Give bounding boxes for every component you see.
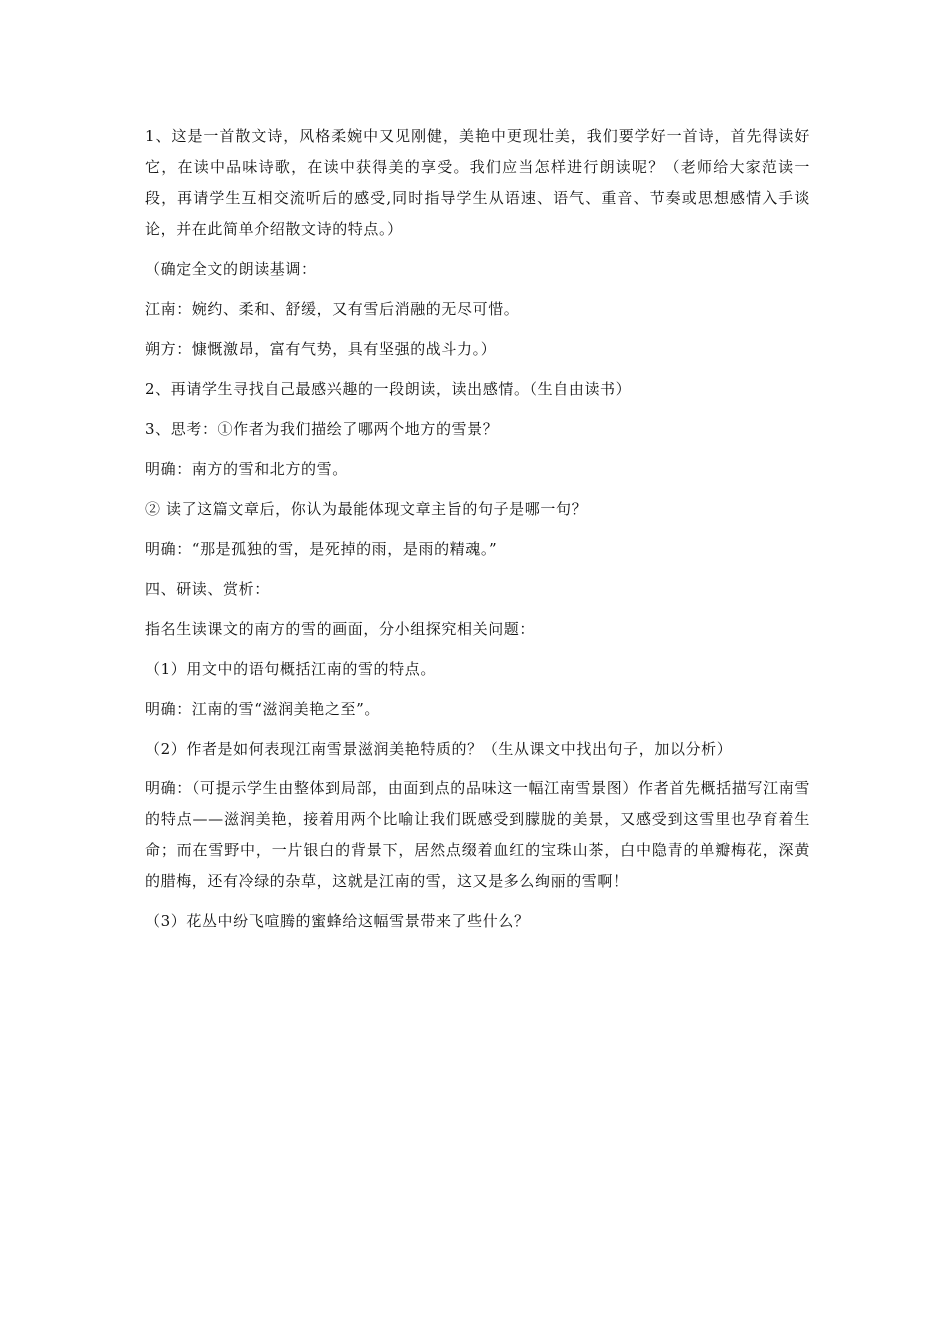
paragraph-answer-q1: 明确：江南的雪“滋润美艳之至”。	[145, 700, 380, 718]
paragraph-step-2: 2、再请学生寻找自己最感兴趣的一段朗读，读出感情。（生自由读书）	[145, 380, 632, 398]
paragraph-question-q1: （1）用文中的语句概括江南的雪的特点。	[145, 660, 436, 678]
paragraph-group-task: 指名生读课文的南方的雪的画面，分小组探究相关问题：	[145, 620, 536, 638]
paragraph-answer-2: 明确：“那是孤独的雪，是死掉的雨，是雨的精魂。”	[145, 540, 498, 558]
paragraph-shuofang-tone: 朔方：慷慨激昂，富有气势，具有坚强的战斗力。）	[145, 340, 497, 358]
section-heading-analysis: 四、研读、赏析：	[145, 580, 270, 598]
paragraph-tone-heading: （确定全文的朗读基调：	[145, 260, 317, 278]
paragraph-question-q2: （2）作者是如何表现江南雪景滋润美艳特质的？（生从课文中找出句子，加以分析）	[145, 740, 733, 758]
document-body	[145, 121, 810, 936]
paragraph-question-2: ② 读了这篇文章后，你认为最能体现文章主旨的句子是哪一句？	[145, 500, 588, 518]
paragraph-question-q3: （3）花丛中纷飞喧腾的蜜蜂给这幅雪景带来了些什么？	[145, 912, 530, 930]
paragraph-step-3: 3、思考：①作者为我们描绘了哪两个地方的雪景？	[145, 420, 499, 438]
paragraph-answer-q2: 明确：（可提示学生由整体到局部，由面到点的品味这一幅江南雪景图）作者首先概括描写江南雪的特点——滋润美艳，接着用两个比喻让我们既感受到朦胧的美景，又感受到这雪里也孕育着生命；而在雪野中，一片银白的背景下，居然点缀着血红的宝珠山茶，白中隐青的单瓣梅花，深黄的腊梅，还有冷绿的杂草，这就是江南的雪，这又是多么绚丽的雪啊！	[145, 779, 810, 890]
paragraph-answer-1: 明确：南方的雪和北方的雪。	[145, 460, 348, 478]
paragraph-jiangnan-tone: 江南：婉约、柔和、舒缓，又有雪后消融的无尽可惜。	[145, 300, 520, 318]
paragraph-reading-intro: 1、这是一首散文诗，风格柔婉中又见刚健，美艳中更现壮美，我们要学好一首诗，首先得读好它，在读中品味诗歌，在读中获得美的享受。我们应当怎样进行朗读呢？（老师给大家范读一段，再请学生互相交流听后的感受,同时指导学生从语速、语气、重音、节奏或思想感情入手谈论，并在此简单介绍散文诗的特点。）	[145, 127, 810, 238]
